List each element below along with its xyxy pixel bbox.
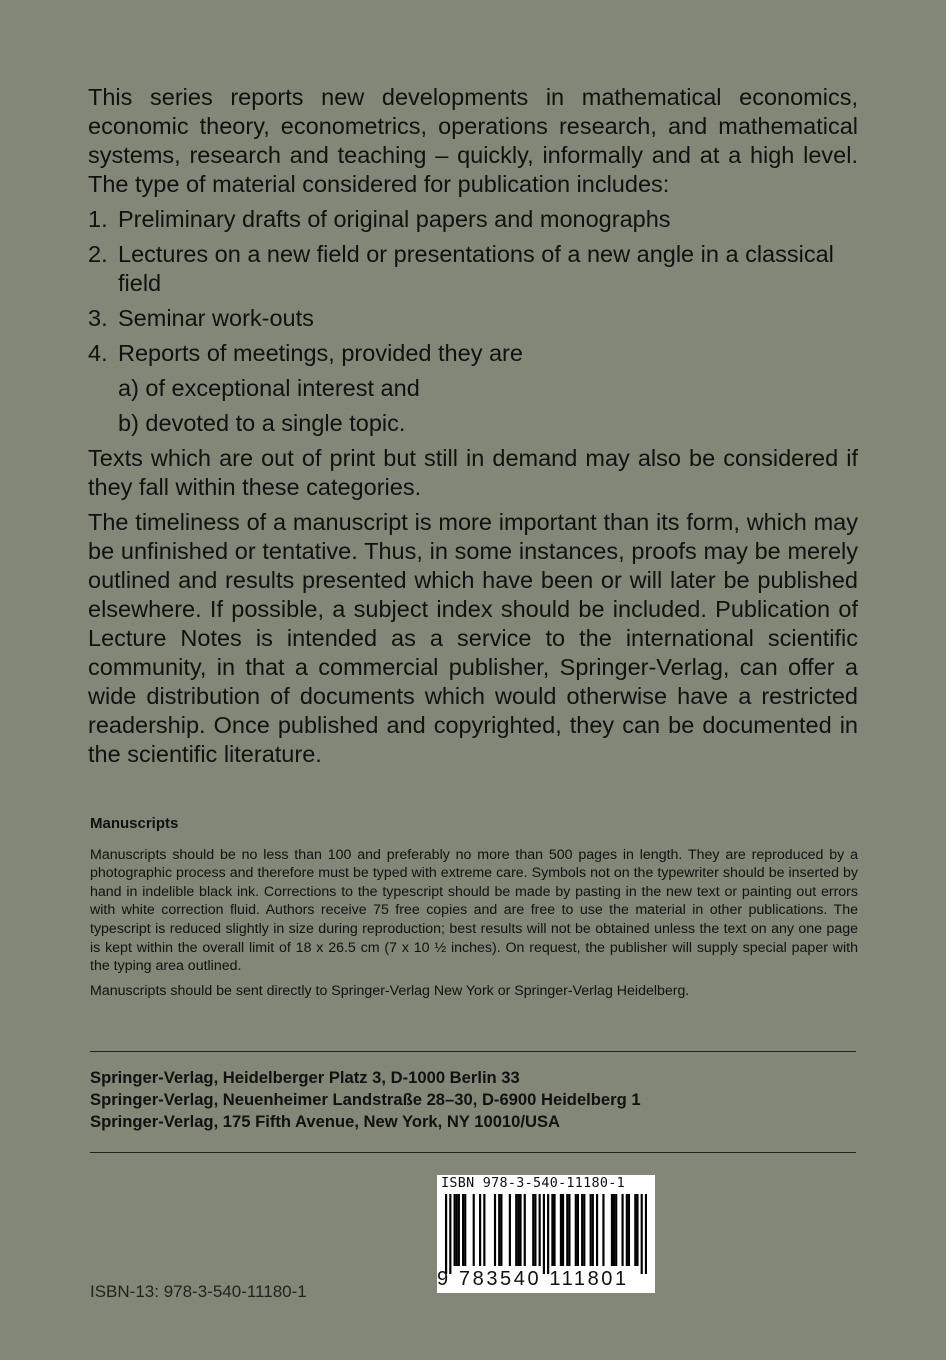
barcode-bar bbox=[515, 1194, 517, 1266]
barcode-bar bbox=[517, 1194, 519, 1266]
timeliness-paragraph: The timeliness of a manuscript is more important than its form, which may be unfinished or tentative. Thus, in some instances, proofs may be merely outlined and results presented which have been or will later be published elsewhere. If possible, a subject index should be included. Publication of Lecture Notes is intended as a service to the international scientific community, in that a commercial publisher, Springer-Verlag, can offer a wide distribution of documents which would otherwise have a restricted readership. Once published and copyrighted, they can be documented in the scientific literature. bbox=[88, 509, 858, 767]
address-line: Springer-Verlag, 175 Fifth Avenue, New York, NY 10010/USA bbox=[90, 1112, 561, 1131]
barcode-bar bbox=[583, 1194, 585, 1266]
barcode-bar bbox=[534, 1194, 536, 1266]
isbn13-label: ISBN-13: 978-3-540-11180-1 bbox=[90, 1282, 307, 1301]
barcode-bar bbox=[626, 1194, 628, 1266]
barcode-bar bbox=[634, 1194, 636, 1266]
barcode-bar bbox=[562, 1194, 564, 1266]
list-number: 2. bbox=[88, 241, 108, 267]
barcode-bar bbox=[547, 1194, 549, 1274]
barcode-bar bbox=[543, 1194, 545, 1274]
barcode-bar bbox=[577, 1194, 579, 1266]
barcode-bar bbox=[615, 1194, 617, 1266]
list-text: Reports of meetings, provided they are bbox=[118, 340, 523, 366]
barcode-bar bbox=[596, 1194, 598, 1266]
barcode-bar bbox=[592, 1194, 594, 1266]
address-line: Springer-Verlag, Neuenheimer Landstraße 28–30, D-6900 Heidelberg 1 bbox=[90, 1090, 641, 1109]
barcode-bar bbox=[494, 1194, 496, 1266]
barcode-bar bbox=[519, 1194, 521, 1266]
barcode-bar bbox=[498, 1194, 500, 1266]
description-block bbox=[88, 83, 858, 769]
list-number: 3. bbox=[88, 305, 108, 331]
barcode-bar bbox=[462, 1194, 464, 1266]
barcode-bar bbox=[611, 1194, 613, 1266]
barcode-digits: 9 783540 111801 bbox=[437, 1268, 629, 1290]
barcode-bar bbox=[581, 1194, 583, 1266]
barcode-bar bbox=[566, 1194, 568, 1266]
manuscripts-heading: Manuscripts bbox=[90, 815, 179, 832]
divider-bottom bbox=[90, 1152, 856, 1153]
barcode-bar bbox=[641, 1194, 643, 1274]
list-number: 4. bbox=[88, 340, 108, 366]
barcode-bar bbox=[568, 1194, 570, 1266]
address-line: Springer-Verlag, Heidelberger Platz 3, D-1000 Berlin 33 bbox=[90, 1068, 520, 1087]
barcode-bar bbox=[551, 1194, 553, 1266]
list-item bbox=[88, 240, 858, 298]
barcode-bar bbox=[613, 1194, 615, 1266]
barcode-bars bbox=[445, 1194, 647, 1274]
barcode-bar bbox=[524, 1194, 526, 1266]
barcode-bar bbox=[454, 1194, 456, 1266]
barcode-bar bbox=[575, 1194, 577, 1266]
divider-top bbox=[90, 1051, 856, 1052]
list-item bbox=[88, 205, 858, 234]
intro-paragraph: This series reports new developments in mathematical economics, economic theory, econometrics, operations research, and mathematical systems, research and teaching – quickly, informally and at a high level. The type of material considered for publication includes: bbox=[88, 84, 858, 197]
barcode-bar bbox=[539, 1194, 541, 1266]
sublist-item: b) devoted to a single topic. bbox=[118, 410, 406, 436]
barcode-bar bbox=[500, 1194, 502, 1266]
list-text: Lectures on a new field or presentations of a new angle in a classical field bbox=[118, 241, 834, 296]
manuscripts-section bbox=[90, 815, 858, 1000]
list-item bbox=[88, 339, 858, 368]
manuscripts-body: Manuscripts should be no less than 100 and preferably no more than 500 pages in length. They are reproduced by a photographic process and therefore must be typed with extreme care. Symbols not on the typewriter should be inserted by hand in indelible black ink. Corrections to the typescript should be made by pasting in the new text or painting out errors with white correction fluid. Authors receive 75 free copies and are free to use the material in other publications. The typescript is reduced slightly in size during reproduction; best results will not be obtained unless the text on any one page is kept within the overall limit of 18 x 26.5 cm (7 x 10 ½ inches). On request, the publisher will supply special paper with the typing area outlined. bbox=[90, 846, 858, 975]
publisher-addresses bbox=[90, 1067, 641, 1133]
barcode-bar bbox=[628, 1194, 630, 1266]
barcode-bar bbox=[590, 1194, 592, 1266]
barcode-bar bbox=[621, 1194, 623, 1266]
manuscripts-send-note: Manuscripts should be sent directly to Springer-Verlag New York or Springer-Verlag Heidelberg. bbox=[90, 982, 690, 999]
out-of-print-paragraph: Texts which are out of print but still in demand may also be considered if they fall within these categories. bbox=[88, 445, 858, 500]
barcode-bar bbox=[553, 1194, 555, 1266]
barcode-bar bbox=[636, 1194, 638, 1266]
barcode-bar bbox=[645, 1194, 647, 1274]
barcode-bar bbox=[458, 1194, 460, 1266]
barcode-bar bbox=[445, 1194, 447, 1274]
list-number: 1. bbox=[88, 206, 108, 232]
barcode-bar bbox=[464, 1194, 466, 1266]
isbn-barcode bbox=[437, 1175, 655, 1293]
list-text: Preliminary drafts of original papers and monographs bbox=[118, 206, 671, 232]
barcode-bar bbox=[532, 1194, 534, 1266]
list-item bbox=[88, 304, 858, 333]
sublist-item: a) of exceptional interest and bbox=[118, 375, 420, 401]
barcode-bar bbox=[479, 1194, 481, 1266]
barcode-bar bbox=[483, 1194, 485, 1266]
list-text: Seminar work-outs bbox=[118, 305, 314, 331]
barcode-bar bbox=[509, 1194, 511, 1266]
barcode-bar bbox=[449, 1194, 451, 1274]
barcode-bar bbox=[456, 1194, 458, 1266]
barcode-bar bbox=[473, 1194, 475, 1266]
barcode-isbn-text: ISBN 978-3-540-11180-1 bbox=[441, 1176, 625, 1191]
barcode-bar bbox=[602, 1194, 604, 1266]
barcode-bar bbox=[560, 1194, 562, 1266]
